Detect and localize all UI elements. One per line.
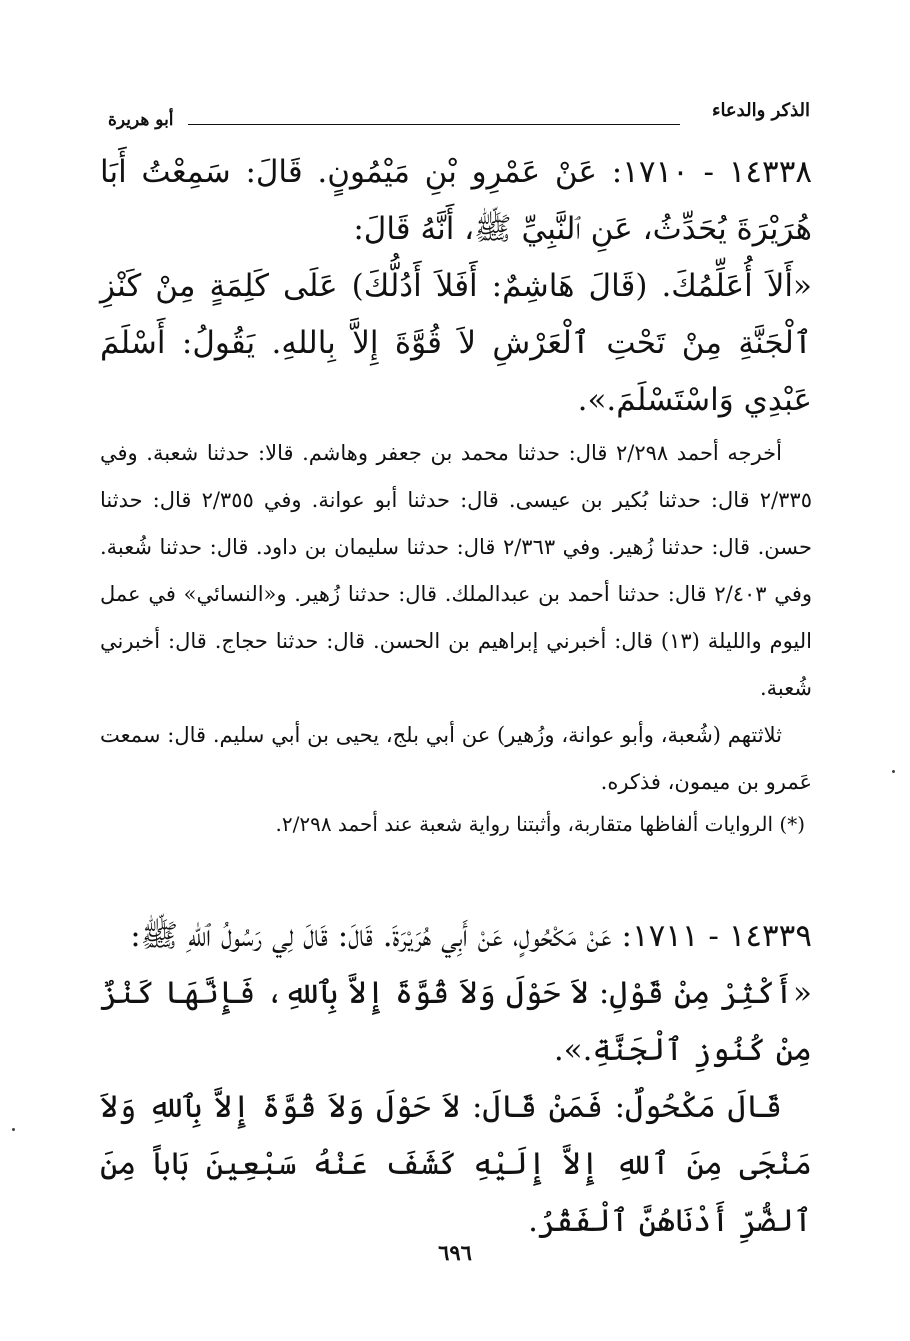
takhrij-paragraph: ثلاثتهم (شُعبة، وأبو عوانة، وزُهير) عن أبي بلج، يحيى بن أبي سليم. قال: سمعت عَمرو بن ميمون، فذكره. — [100, 723, 812, 794]
footnote: (*) الروايات ألفاظها متقاربة، وأثبتنا رواية شعبة عند أحمد ٢/٢٩٨. — [275, 812, 805, 836]
page-number: ٦٩٦ — [438, 1240, 472, 1265]
scan-speck — [12, 1128, 15, 1131]
hadith-matn: «أَكْثِرْ مِنْ قَوْلِ: لاَ حَوْلَ وَلاَ قُوَّةَ إِلاَّ بِٱللهِ، فَإِنَّهَا كَنْزٌ مِنْ كُنُوزِ ٱلْجَنَّةِ.». — [100, 975, 812, 1068]
takhrij-notes — [100, 430, 812, 806]
makhul-comment: قَالَ مَكْحُولٌ: فَمَنْ قَالَ: لاَ حَوْلَ وَلاَ قُوَّةَ إِلاَّ بِٱللهِ وَلاَ مَنْجَى مِنَ ٱللهِ إِلاَّ إِلَيْهِ كَشَفَ عَنْهُ سَبْعِينَ بَاباً مِنَ ٱلضُّرِّ أَدْنَاهُنَّ ٱلْفَقْرُ. — [100, 1089, 812, 1239]
hadith-matn: «أَلاَ أُعَلِّمُكَ. (قَالَ هَاشِمٌ: أَفَلاَ أَدُلُّكَ) عَلَى كَلِمَةٍ مِنْ كَنْزِ ٱلْجَنَّةِ مِنْ تَحْتِ ٱلْعَرْشِ لاَ قُوَّةَ إِلاَّ بِاللهِ. يَقُولُ: أَسْلَمَ عَبْدِي وَاسْتَسْلَمَ.». — [100, 268, 812, 418]
hadith-14339 — [100, 908, 812, 1250]
hadith-isnad: ١٤٣٣٨ - ١٧١٠: عَنْ عَمْرِو بْنِ مَيْمُونٍ. قَالَ: سَمِعْتُ أَبَا هُرَيْرَةَ يُحَدِّثُ، عَنِ ٱلنَّبِيِّ ﷺ، أَنَّهُ قَالَ: — [100, 154, 813, 247]
chapter-title: الذكر والدعاء — [711, 100, 810, 121]
running-header — [108, 100, 810, 134]
section-name: أبو هريرة — [108, 110, 174, 130]
hadith-14338 — [100, 144, 812, 429]
hadith-isnad: ١٤٣٣٩ - ١٧١١: عَنْ مَكْحُولٍ، عَنْ أَبِي هُرَيْرَةَ. قَالَ: قَالَ لِي رَسُولُ ٱللهِ ﷺ: — [130, 918, 812, 954]
scan-speck — [892, 770, 895, 773]
header-rule — [188, 124, 680, 125]
takhrij-paragraph: أخرجه أحمد ٢/٢٩٨ قال: حدثنا محمد بن جعفر وهاشم. قالا: حدثنا شعبة. وفي ٢/٣٣٥ قال: حدثنا بُكير بن عيسى. قال: حدثنا أبو عوانة. وفي ٢/٣٥٥ قال: حدثنا حسن. قال: حدثنا زُهير. وفي ٢/٣٦٣ قال: حدثنا سليمان بن داود. قال: حدثنا شُعبة. وفي ٢/٤٠٣ قال: حدثنا أحمد بن عبدالملك. قال: حدثنا زُهير. و«النسائي» في عمل اليوم والليلة (١٣) قال: أخبرني إبراهيم بن الحسن. قال: حدثنا حجاج. قال: أخبرني شُعبة. — [100, 441, 812, 700]
